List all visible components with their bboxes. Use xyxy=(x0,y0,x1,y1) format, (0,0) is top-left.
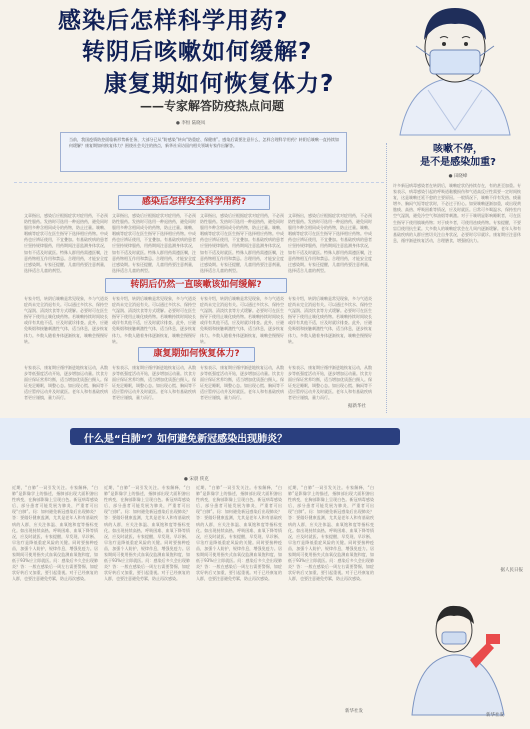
title-line-2: 转阴后咳嗽如何缓解? xyxy=(82,39,313,65)
intro-box xyxy=(60,132,347,172)
subtitle: ——专家解答防疫热点问题 xyxy=(140,99,285,113)
sidebar-byline: ● 田晓峰 xyxy=(448,174,468,179)
patient-illustration xyxy=(392,590,527,720)
sidebar-source: 据人民日报 xyxy=(500,568,523,573)
sidebar xyxy=(393,143,523,583)
section-3-col-2: 专家表示，康复期应循序渐进地恢复运动，从散步等低强度活动开始，逐步增加运动量。饮食方面应保证营养均衡，适当增加优质蛋白摄入。保证充足睡眠，调整心态。如出现心慌、胸闷等不适应暂停运动并及时就医。老年人和有基础疾病者更应谨慎，量力而行。 xyxy=(112,365,196,401)
section-3-heading: 康复期如何恢复体力? xyxy=(138,347,255,362)
section-2-col-2: 专家介绍，转阴后咳嗽是常见现象，多与气道炎症尚未完全消退有关。可以通过多饮水、保持空气湿润、清淡饮食等方式缓解。必要时可在医生指导下使用止咳化痰药物。若咳嗽持续时间较长或伴有其他不适，应及时就诊排查。此外，应避免吸烟和接触刺激性气体，适当休息，逐步恢复体力。多数人随着身体逐渐恢复，咳嗽会慢慢好转。 xyxy=(112,296,196,344)
sidebar-body: 许多新冠病毒感染者在转阴后，咳嗽症状仍持续存在，有的甚至加重。专家表示，病毒感染引起的呼吸道黏膜损伤和气道高反应性需要一定时间恢复，这是咳嗽迁延不愈的主要原因。一般情况下，咳嗽不伴有发热、痰量增多、胸闷气短等症状时，不必过于担心。如果咳嗽逐渐加重，或出现黄脓痰、高热、呼吸困难等情况，应及时就医。日常可多喝温水，保持室内空气湿润，避免冷空气和油烟等刺激。对于干咳明显影响睡眠者，可在医生指导下使用镇咳药物；对于痰多者，可使用祛痰药物。专家提醒，不要盲目使用抗生素。大多数人的咳嗽症状会在几周内逐渐缓解。老年人和有基础疾病的人群应密切关注自身状况，必要时尽早就诊。康复期应注意休息，循序渐进恢复活动，合理膳食，增强抵抗力。 xyxy=(393,183,521,243)
title-line-3: 康复期如何恢复体力? xyxy=(104,71,335,97)
illustration-caption: 新华社发 xyxy=(486,713,504,718)
section-4-source: 新华社发 xyxy=(345,709,363,714)
section-1-col-1: 文章指出，感染后应根据症状对症用药，不必预防性服药。发热时可选用一种退热药，避免同时服用多种含相同成分的药物，防止过量。咳嗽、咽痛等症状可在医生指导下选择相应药物。中成药也应辨证使用，不宜叠加。有基础疾病的患者应坚持规律服药，用药期间注意监测身体状况，如有不适及时就医。特殊人群用药需遵医嘱，注意药物相互作用和禁忌。合理用药，才能安全度过感染期。专家还提醒，儿童用药要注意剂量，选择适合儿童的剂型。 xyxy=(24,213,108,273)
section-3-col-1: 专家表示，康复期应循序渐进地恢复运动，从散步等低强度活动开始，逐步增加运动量。饮食方面应保证营养均衡，适当增加优质蛋白摄入。保证充足睡眠，调整心态。如出现心慌、胸闷等不适应暂停运动并及时就医。老年人和有基础疾病者更应谨慎，量力而行。 xyxy=(24,365,108,401)
section-2-col-1: 专家介绍，转阴后咳嗽是常见现象，多与气道炎症尚未完全消退有关。可以通过多饮水、保持空气湿润、清淡饮食等方式缓解。必要时可在医生指导下使用止咳化痰药物。若咳嗽持续时间较长或伴有其他不适，应及时就诊排查。此外，应避免吸烟和接触刺激性气体，适当休息，逐步恢复体力。多数人随着身体逐渐恢复，咳嗽会慢慢好转。 xyxy=(24,296,108,344)
section-2-col-4: 专家介绍，转阴后咳嗽是常见现象，多与气道炎症尚未完全消退有关。可以通过多饮水、保持空气湿润、清淡饮食等方式缓解。必要时可在医生指导下使用止咳化痰药物。若咳嗽持续时间较长或伴有其他不适，应及时就诊排查。此外，应避免吸烟和接触刺激性气体，适当休息，逐步恢复体力。多数人随着身体逐渐恢复，咳嗽会慢慢好转。 xyxy=(288,296,372,344)
column-divider xyxy=(386,143,388,413)
sidebar-title-line-2: 是不是感染加重? xyxy=(420,157,496,168)
section-1-heading: 感染后怎样安全科学用药? xyxy=(118,195,270,210)
section-4-col-1: 近期，“白肺”一词引发关注。专家解释，“白肺”是影像学上的描述，指肺部出现大面积渗出性病变，在胸部影像上呈现白色。新冠病毒感染后，部分患者可能发展为肺炎，严重者可出现“白肺”。问：如何避免新冠感染后出现肺炎？答：要做好健康监测，尤其是老年人和有基础疾病的人群，应关注体温、血氧饱和度等指标变化。如出现持续高热、呼吸困难、血氧下降等情况，应及时就医。专家提醒，早发现、早诊断、早治疗是降低重症风险的关键。同时要接种疫苗，加强个人防护，规律作息，增强免疫力。居家期间可使用指夹式血氧仪监测血氧饱和度，如低于93%应立即就医。问：感染后多久会出现肺炎？答：一般在感染后一周左右需要警惕，如症状好转后又加重，要引起重视。对于已经康复的人群，也要注意避免劳累，防止再次感染。 xyxy=(12,485,98,582)
section-1-col-4: 文章指出，感染后应根据症状对症用药，不必预防性服药。发热时可选用一种退热药，避免同时服用多种含相同成分的药物，防止过量。咳嗽、咽痛等症状可在医生指导下选择相应药物。中成药也应辨证使用，不宜叠加。有基础疾病的患者应坚持规律服药，用药期间注意监测身体状况，如有不适及时就医。特殊人群用药需遵医嘱，注意药物相互作用和禁忌。合理用药，才能安全度过感染期。专家还提醒，儿童用药要注意剂量，选择适合儿童的剂型。 xyxy=(288,213,372,273)
sidebar-title-line-1: 咳嗽不停， xyxy=(433,144,483,155)
banner-title: 什么是“白肺”？如何避免新冠感染出现肺炎？ xyxy=(84,434,288,445)
byline: ● 李恒 陆晓凤 xyxy=(176,121,206,126)
section-1-col-2: 文章指出，感染后应根据症状对症用药，不必预防性服药。发热时可选用一种退热药，避免同时服用多种含相同成分的药物，防止过量。咳嗽、咽痛等症状可在医生指导下选择相应药物。中成药也应辨证使用，不宜叠加。有基础疾病的患者应坚持规律服药，用药期间注意监测身体状况，如有不适及时就医。特殊人群用药需遵医嘱，注意药物相互作用和禁忌。合理用药，才能安全度过感染期。专家还提醒，儿童用药要注意剂量，选择适合儿童的剂型。 xyxy=(112,213,196,273)
section-4-col-3: 近期，“白肺”一词引发关注。专家解释，“白肺”是影像学上的描述，指肺部出现大面积渗出性病变，在胸部影像上呈现白色。新冠病毒感染后，部分患者可能发展为肺炎，严重者可出现“白肺”。问：如何避免新冠感染后出现肺炎？答：要做好健康监测，尤其是老年人和有基础疾病的人群，应关注体温、血氧饱和度等指标变化。如出现持续高热、呼吸困难、血氧下降等情况，应及时就医。专家提醒，早发现、早诊断、早治疗是降低重症风险的关键。同时要接种疫苗，加强个人防护，规律作息，增强免疫力。居家期间可使用指夹式血氧仪监测血氧饱和度，如低于93%应立即就医。问：感染后多久会出现肺炎？答：一般在感染后一周左右需要警惕，如症状好转后又加重，要引起重视。对于已经康复的人群，也要注意避免劳累，防止再次感染。 xyxy=(196,485,282,582)
title-line-1: 感染后怎样科学用药? xyxy=(58,8,289,34)
section-2-col-3: 专家介绍，转阴后咳嗽是常见现象，多与气道炎症尚未完全消退有关。可以通过多饮水、保持空气湿润、清淡饮食等方式缓解。必要时可在医生指导下使用止咳化痰药物。若咳嗽持续时间较长或伴有其他不适，应及时就诊排查。此外，应避免吸烟和接触刺激性气体，适当休息，逐步恢复体力。多数人随着身体逐渐恢复，咳嗽会慢慢好转。 xyxy=(200,296,284,344)
section-4-byline: ● 宋晨 侠克 xyxy=(184,477,209,482)
section-3-source: 据新华社 xyxy=(348,404,366,409)
doctor-illustration xyxy=(380,0,530,135)
section-1-col-3: 文章指出，感染后应根据症状对症用药，不必预防性服药。发热时可选用一种退热药，避免同时服用多种含相同成分的药物，防止过量。咳嗽、咽痛等症状可在医生指导下选择相应药物。中成药也应辨证使用，不宜叠加。有基础疾病的患者应坚持规律服药，用药期间注意监测身体状况，如有不适及时就医。特殊人群用药需遵医嘱，注意药物相互作用和禁忌。合理用药，才能安全度过感染期。专家还提醒，儿童用药要注意剂量，选择适合儿童的剂型。 xyxy=(200,213,284,273)
section-3-col-3: 专家表示，康复期应循序渐进地恢复运动，从散步等低强度活动开始，逐步增加运动量。饮食方面应保证营养均衡，适当增加优质蛋白摄入。保证充足睡眠，调整心态。如出现心慌、胸闷等不适应暂停运动并及时就医。老年人和有基础疾病者更应谨慎，量力而行。 xyxy=(200,365,284,401)
intro-text: 当前，我国疫情防控面临新形势新任务，大部分已从“防感染”转向“防重症、保健康”。感染后需要注意什么，怎样合理科学用药？转阴后咳嗽一直持续如何缓解？康复期如何恢复体力？围绕社会关注的热点，新华社采访国内相关领域专家作出解答。 xyxy=(69,137,339,149)
section-2-heading: 转阴后仍然一直咳嗽该如何缓解? xyxy=(105,278,287,293)
section-4-col-2: 近期，“白肺”一词引发关注。专家解释，“白肺”是影像学上的描述，指肺部出现大面积渗出性病变，在胸部影像上呈现白色。新冠病毒感染后，部分患者可能发展为肺炎，严重者可出现“白肺”。问：如何避免新冠感染后出现肺炎？答：要做好健康监测，尤其是老年人和有基础疾病的人群，应关注体温、血氧饱和度等指标变化。如出现持续高热、呼吸困难、血氧下降等情况，应及时就医。专家提醒，早发现、早诊断、早治疗是降低重症风险的关键。同时要接种疫苗，加强个人防护，规律作息，增强免疫力。居家期间可使用指夹式血氧仪监测血氧饱和度，如低于93%应立即就医。问：感染后多久会出现肺炎？答：一般在感染后一周左右需要警惕，如症状好转后又加重，要引起重视。对于已经康复的人群，也要注意避免劳累，防止再次感染。 xyxy=(104,485,190,582)
section-3-col-4: 专家表示，康复期应循序渐进地恢复运动，从散步等低强度活动开始，逐步增加运动量。饮食方面应保证营养均衡，适当增加优质蛋白摄入。保证充足睡眠，调整心态。如出现心慌、胸闷等不适应暂停运动并及时就医。老年人和有基础疾病者更应谨慎，量力而行。 xyxy=(288,365,372,401)
section-4-col-4: 近期，“白肺”一词引发关注。专家解释，“白肺”是影像学上的描述，指肺部出现大面积渗出性病变，在胸部影像上呈现白色。新冠病毒感染后，部分患者可能发展为肺炎，严重者可出现“白肺”。问：如何避免新冠感染后出现肺炎？答：要做好健康监测，尤其是老年人和有基础疾病的人群，应关注体温、血氧饱和度等指标变化。如出现持续高热、呼吸困难、血氧下降等情况，应及时就医。专家提醒，早发现、早诊断、早治疗是降低重症风险的关键。同时要接种疫苗，加强个人防护，规律作息，增强免疫力。居家期间可使用指夹式血氧仪监测血氧饱和度，如低于93%应立即就医。问：感染后多久会出现肺炎？答：一般在感染后一周左右需要警惕，如症状好转后又加重，要引起重视。对于已经康复的人群，也要注意避免劳累，防止再次感染。 xyxy=(288,485,374,582)
